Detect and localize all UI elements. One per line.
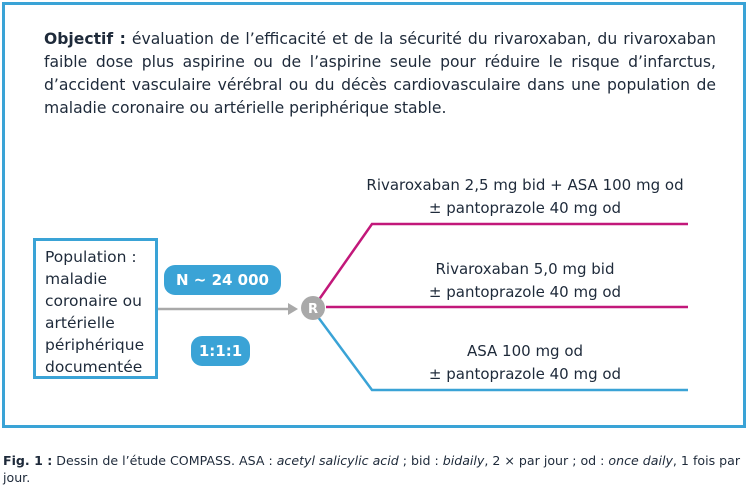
- figure-caption: [3, 452, 751, 486]
- randomization-label: R: [307, 302, 319, 317]
- caption-term: once daily: [608, 453, 673, 468]
- population-line: Population :: [45, 248, 137, 266]
- objective-body: évaluation de l’efficacité et de la sécurité du rivaroxaban, du rivaroxaban faible dose plus aspirine ou de l’aspirine seule pour réduire le risque d’infarctus, d’accident vasculaire vérébral ou du décès cardiovasculaire dans une population de maladie coronaire ou artérielle periphérique stable.: [44, 30, 716, 117]
- arm-3-line-1: ASA 100 mg od: [466, 342, 584, 360]
- population-line: documentée: [45, 358, 143, 376]
- caption-term: acetyl salicylic acid: [276, 453, 399, 468]
- ratio-pill: 1:1:1: [191, 336, 250, 366]
- arm-label-asa: [350, 340, 700, 386]
- sample-size-pill: N ~ 24 000: [164, 265, 281, 295]
- arm-1-line-2: ± pantoprazole 40 mg od: [428, 199, 622, 217]
- population-line: artérielle: [45, 314, 115, 332]
- objective-label: Objectif :: [44, 30, 126, 48]
- caption-text: ; bid :: [398, 453, 443, 468]
- arm-3-line-2: ± pantoprazole 40 mg od: [428, 365, 622, 383]
- population-arrowhead: [288, 303, 298, 315]
- arm-label-rivaroxaban: [350, 258, 700, 304]
- population-line: périphérique: [45, 336, 145, 354]
- caption-term: bidaily: [442, 453, 485, 468]
- arm-1-line-1: Rivaroxaban 2,5 mg bid + ASA 100 mg od: [366, 176, 684, 194]
- population-box: [33, 238, 158, 379]
- caption-text: Dessin de l’étude COMPASS. ASA :: [52, 453, 277, 468]
- population-line: coronaire ou: [45, 292, 142, 310]
- arm-2-line-2: ± pantoprazole 40 mg od: [428, 283, 622, 301]
- caption-text: , 2 × par jour ; od :: [484, 453, 609, 468]
- arm-label-rivaroxaban-asa: [350, 174, 700, 220]
- arm-2-line-1: Rivaroxaban 5,0 mg bid: [435, 260, 615, 278]
- population-line: maladie: [45, 270, 108, 288]
- caption-label: Fig. 1 :: [3, 453, 53, 468]
- caption-text: , 1 fois par jour.: [3, 453, 741, 485]
